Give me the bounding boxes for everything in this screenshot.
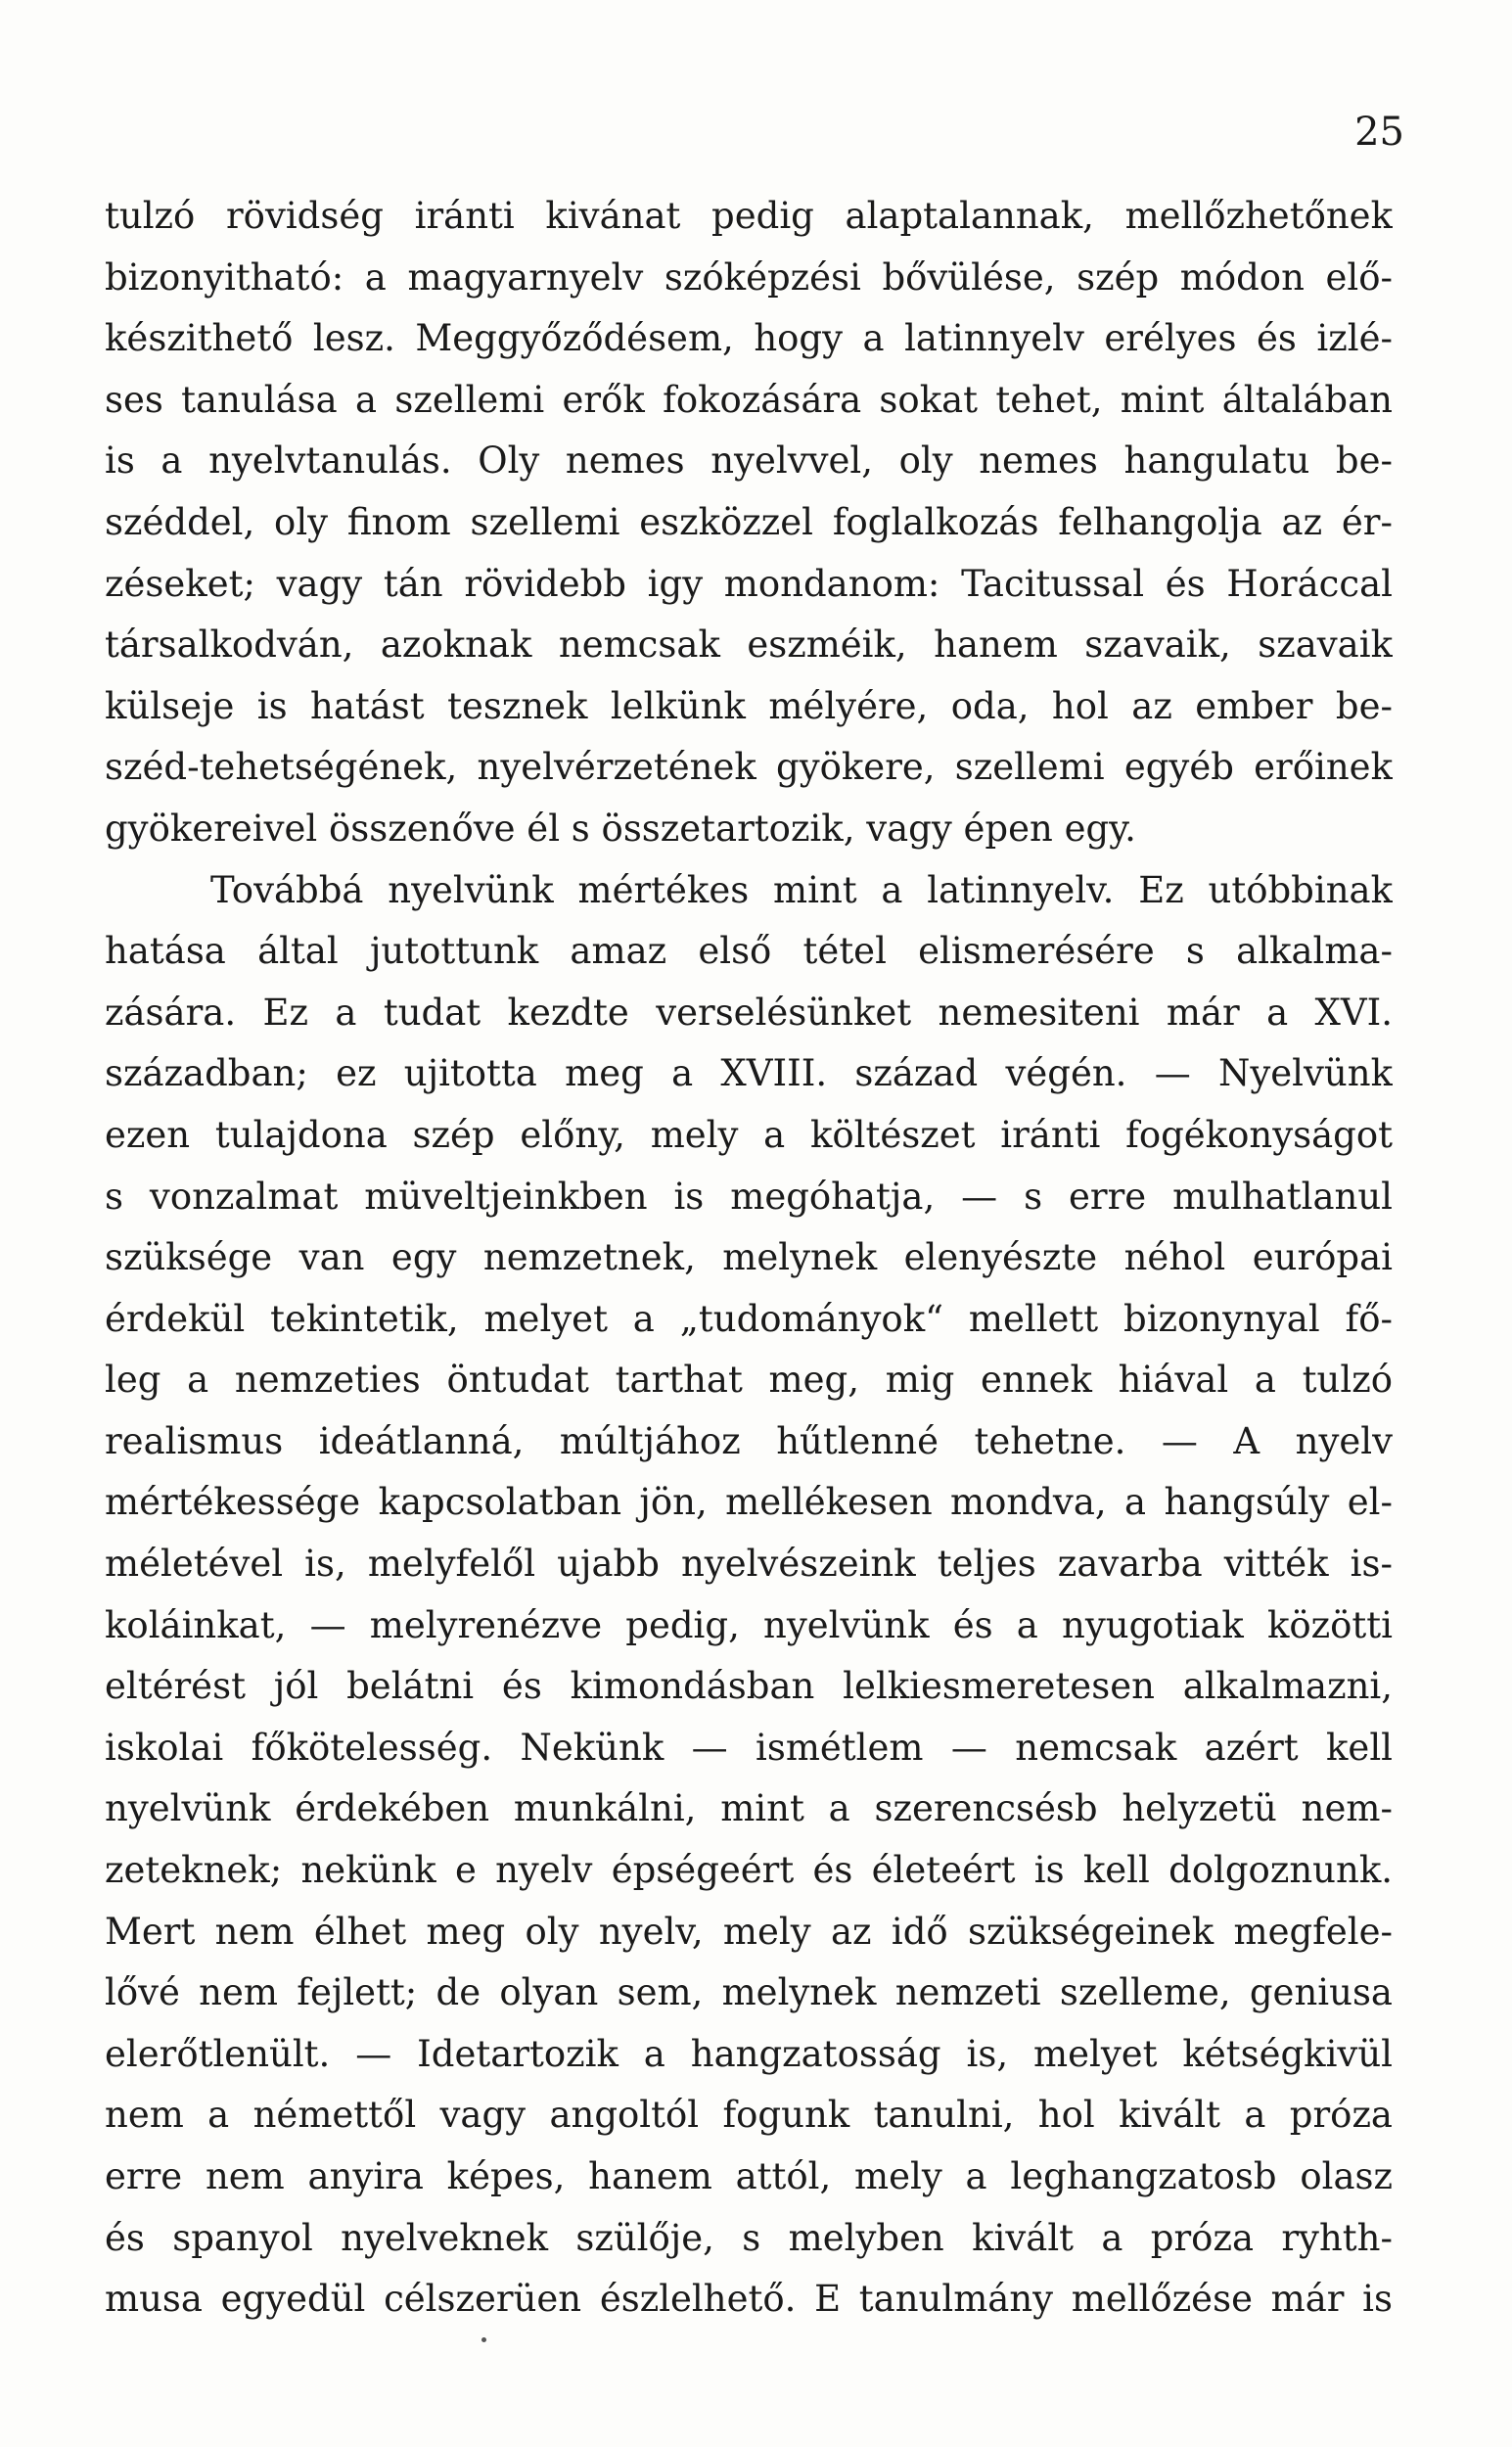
text-line: zására. Ez a tudat kezdte verselésünket nemesiteni már a XVI. — [105, 991, 1393, 1034]
text-line: széddel, oly finom szellemi eszközzel foglalkozás felhangolja az ér- — [105, 500, 1393, 543]
text-line: zeteknek; nekünk e nyelv épségeért és életeért is kell dolgoznunk. — [105, 1849, 1393, 1892]
text-line: koláinkat, — melyrenézve pedig, nyelvünk és a nyugotiak közötti — [105, 1603, 1393, 1646]
text-line: társalkodván, azoknak nemcsak eszméik, hanem szavaik, szavaik — [105, 623, 1393, 667]
text-line: Mert nem élhet meg oly nyelv, mely az idő szükségeinek megfele- — [105, 1910, 1393, 1953]
paragraph-end-line: gyökereivel összenőve él s összetartozik, vagy épen egy. — [105, 807, 1136, 850]
text-line: zéseket; vagy tán rövidebb igy mondanom: Tacitussal és Horáccal — [105, 562, 1393, 605]
text-line: is a nyelvtanulás. Oly nemes nyelvvel, oly nemes hangulatu be- — [105, 439, 1393, 483]
body-text — [105, 186, 1393, 2331]
text-line: készithető lesz. Meggyőződésem, hogy a latinnyelv erélyes és izlé- — [105, 317, 1393, 360]
text-line: realismus ideátlanná, múltjához hűtlenné tehetne. — A nyelv — [105, 1419, 1393, 1462]
paragraph-start-line: Továbbá nyelvünk mértékes mint a latinnyelv. Ez utóbbinak — [210, 868, 1393, 911]
text-line: nyelvünk érdekében munkálni, mint a szerencsésb helyzetü nem- — [105, 1787, 1393, 1830]
text-line: mértékessége kapcsolatban jön, mellékesen mondva, a hangsúly el- — [105, 1481, 1393, 1524]
text-line: ses tanulása a szellemi erők fokozására sokat tehet, mint általában — [105, 378, 1393, 421]
text-line: s vonzalmat müveltjeinkben is megóhatja, — s erre mulhatlanul — [105, 1175, 1393, 1218]
text-line: musa egyedül célszerüen észlelhető. E tanulmány mellőzése már is — [105, 2278, 1393, 2321]
text-line: széd-tehetségének, nyelvérzetének gyökere, szellemi egyéb erőinek — [105, 746, 1393, 789]
text-line: hatása által jutottunk amaz első tétel elismerésére s alkalma- — [105, 930, 1393, 973]
text-line: érdekül tekintetik, melyet a „tudományok“ mellett bizonynyal fő- — [105, 1297, 1393, 1340]
text-line: bizonyitható: a magyarnyelv szóképzési bővülése, szép módon elő- — [105, 255, 1393, 299]
text-line: században; ez ujitotta meg a XVIII. század végén. — Nyelvünk — [105, 1052, 1393, 1095]
text-line: elerőtlenült. — Idetartozik a hangzatosság is, melyet kétségkivül — [105, 2032, 1393, 2075]
text-line: ezen tulajdona szép előny, mely a költészet iránti fogékonyságot — [105, 1113, 1393, 1156]
text-line: szüksége van egy nemzetnek, melynek elenyészte néhol európai — [105, 1236, 1393, 1279]
text-line: lővé nem fejlett; de olyan sem, melynek nemzeti szelleme, geniusa — [105, 1971, 1393, 2014]
text-line: eltérést jól belátni és kimondásban lelkiesmeretesen alkalmazni, — [105, 1665, 1393, 1708]
ink-speck — [481, 2337, 486, 2342]
text-line: leg a nemzeties öntudat tarthat meg, mig ennek hiával a tulzó — [105, 1359, 1393, 1402]
page-number: 25 — [1354, 110, 1404, 155]
text-line: tulzó rövidség iránti kivánat pedig alaptalannak, mellőzhetőnek — [105, 195, 1393, 237]
text-line: iskolai főkötelesség. Nekünk — ismétlem — nemcsak azért kell — [105, 1726, 1393, 1769]
text-line: méletével is, melyfelől ujabb nyelvészeink teljes zavarba vitték is- — [105, 1543, 1393, 1586]
text-line: és spanyol nyelveknek szülője, s melyben kivált a próza ryhth- — [105, 2216, 1393, 2259]
text-line: külseje is hatást tesznek lelkünk mélyére, oda, hol az ember be- — [105, 684, 1393, 727]
text-line: erre nem anyira képes, hanem attól, mely a leghangzatosb olasz — [105, 2155, 1393, 2197]
text-line: nem a némettől vagy angoltól fogunk tanulni, hol kivált a próza — [105, 2094, 1393, 2137]
